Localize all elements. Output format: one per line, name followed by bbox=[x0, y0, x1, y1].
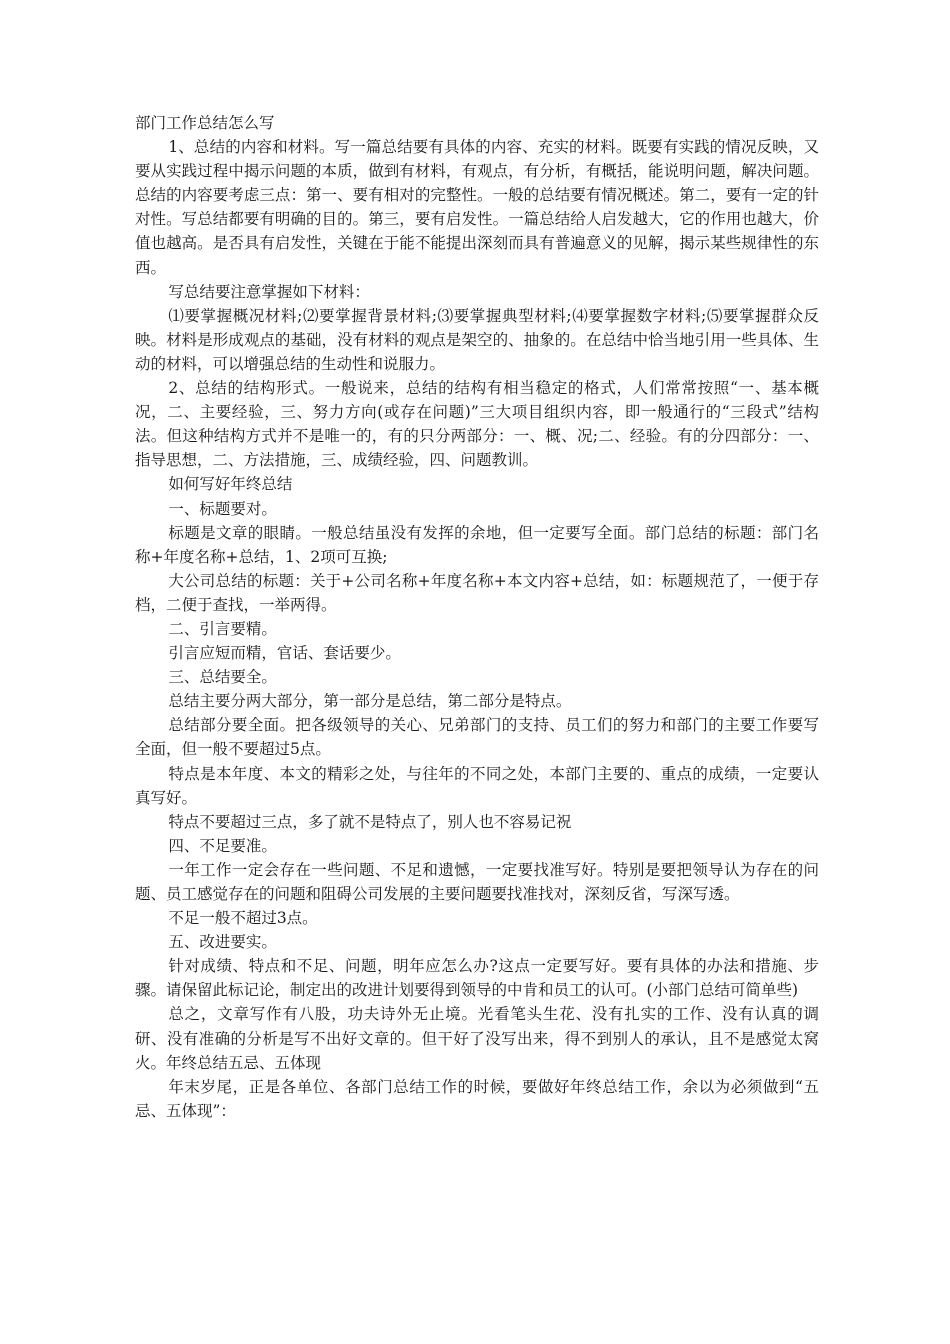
section-heading-year-end: 如何写好年终总结 bbox=[168, 475, 293, 494]
paragraph-title-company: 大公司总结的标题：关于+公司名称+年度名称+本文内容+总结，如：标题规范了，一便于存档，二便于查找，一举两得。 bbox=[135, 571, 819, 614]
paragraph-structure: 2、总结的结构形式。一般说来，总结的结构有相当稳定的格式，人们常常按照“一、基本概况，二、主要经验，三、努力方向(或存在问题)”三大项目组织内容，即一般通行的“三段式”结构法。但这种结构方式并不是唯一的，有的只分两部分：一、概、况;二、经验。有的分四部分：一、指导思想，二、方法措施，三、成绩经验，四、问题教训。 bbox=[135, 379, 819, 470]
paragraph-shortcomings: 一年工作一定会存在一些问题、不足和遗憾，一定要找准写好。特别是要把领导认为存在的问题、员工感觉存在的问题和阻碍公司发展的主要问题要找准找对，深刻反省，写深写透。 bbox=[135, 860, 819, 903]
paragraph-summary-full: 总结部分要全面。把各级领导的关心、兄弟部门的支持、员工们的努力和部门的主要工作要写全面，但一般不要超过5点。 bbox=[135, 716, 819, 759]
heading-summary-complete: 三、总结要全。 bbox=[168, 668, 277, 687]
paragraph-content-materials: 1、总结的内容和材料。写一篇总结要有具体的内容、充实的材料。既要有实践的情况反映，又要从实践过程中揭示问题的本质，做到有材料，有观点，有分析，有概括，能说明问题，解决问题。总结的内容要考虑三点：第一、要有相对的完整性。一般的总结要有情况概述。第二，要有一定的针对性。写总结都要有明确的目的。第三，要有启发性。一篇总结给人启发越大，它的作用也越大，价值也越高。是否具有启发性，关键在于能不能提出深刻而具有普遍意义的见解，揭示某些规律性的东西。 bbox=[135, 138, 819, 277]
document-title: 部门工作总结怎么写 bbox=[135, 114, 275, 132]
paragraph-year-end: 年末岁尾，正是各单位、各部门总结工作的时候，要做好年终总结工作，余以为必须做到“五忌、五体现”： bbox=[135, 1077, 819, 1120]
paragraph-materials-list: ⑴要掌握概况材料;⑵要掌握背景材料;⑶要掌握典型材料;⑷要掌握数字材料;⑸要掌握群众反映。材料是形成观点的基础，没有材料的观点是架空的、抽象的。在总结中恰当地引用一些具体、生动的材料，可以增强总结的生动性和说服力。 bbox=[135, 306, 819, 373]
heading-improvement: 五、改进要实。 bbox=[168, 933, 277, 952]
heading-intro-concise: 二、引言要精。 bbox=[168, 619, 277, 638]
paragraph-conclusion: 总之，文章写作有八股，功夫诗外无止境。光看笔头生花、没有扎实的工作、没有认真的调研、没有准确的分析是写不出好文章的。但干好了没写出来，得不到别人的承认，且不是感觉太窝火。年终总结五忌、五体现 bbox=[135, 1005, 819, 1072]
heading-shortcomings: 四、不足要准。 bbox=[168, 836, 277, 855]
paragraph-intro: 引言应短而精，官话、套话要少。 bbox=[168, 644, 401, 663]
paragraph-improvement: 针对成绩、特点和不足、问题，明年应怎么办?这点一定要写好。要有具体的办法和措施、步骤。请保留此标记论，制定出的改进计划要得到领导的中肯和员工的认可。(小部门总结可简单些) bbox=[135, 957, 819, 1000]
paragraph-features-limit: 特点不要超过三点，多了就不是特点了，别人也不容易记祝 bbox=[168, 812, 572, 831]
document-page bbox=[135, 111, 819, 1123]
paragraph-features: 特点是本年度、本文的精彩之处，与往年的不同之处，本部门主要的、重点的成绩，一定要认真写好。 bbox=[135, 764, 819, 807]
heading-title-correct: 一、标题要对。 bbox=[168, 499, 277, 518]
paragraph-materials-intro: 写总结要注意掌握如下材料： bbox=[168, 282, 370, 301]
paragraph-title-dept: 标题是文章的眼睛。一般总结虽没有发挥的余地，但一定要写全面。部门总结的标题：部门名称+年度名称+总结，1、2项可互换; bbox=[135, 523, 819, 566]
paragraph-shortcomings-limit: 不足一般不超过3点。 bbox=[168, 909, 318, 928]
paragraph-summary-parts: 总结主要分两大部分，第一部分是总结，第二部分是特点。 bbox=[168, 692, 572, 711]
